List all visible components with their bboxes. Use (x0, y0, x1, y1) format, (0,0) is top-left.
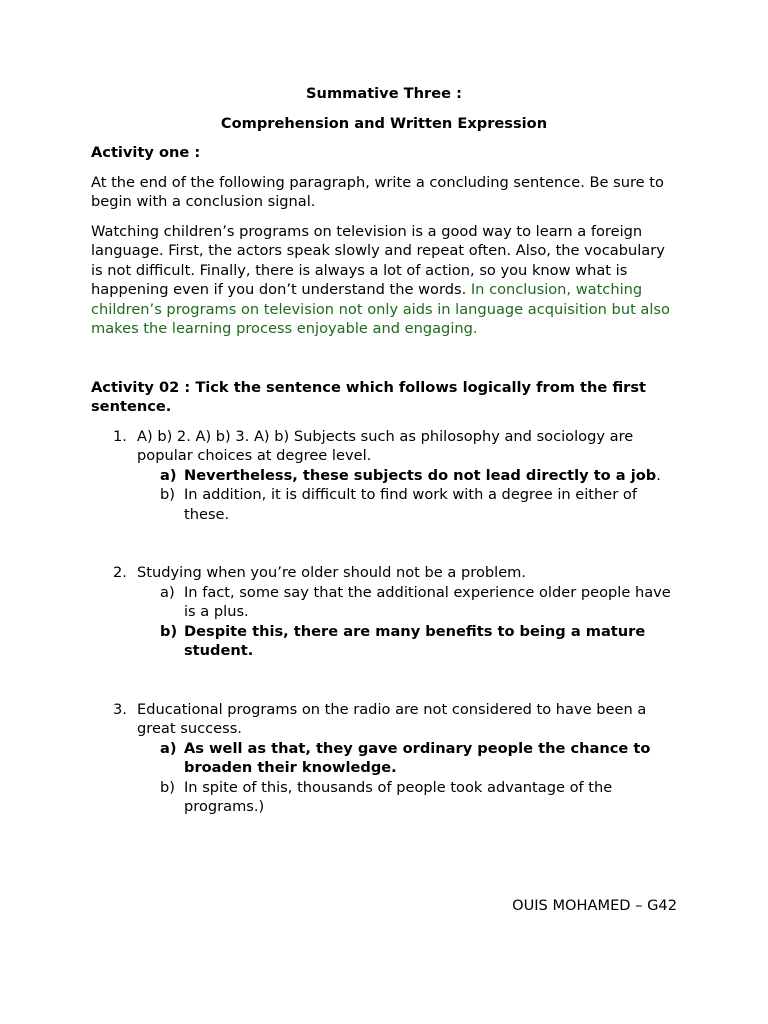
author-signature: OUIS MOHAMED – G42 (512, 897, 677, 914)
spacer (91, 524, 677, 563)
option-label: b) (160, 622, 178, 640)
question-number: 2. (113, 564, 127, 581)
option-text: In addition, it is difficult to find work with a degree in either of these. (184, 486, 637, 523)
spacer (91, 349, 677, 378)
question-text: Studying when you’re older should not be a problem. (137, 564, 527, 581)
question-1-options (91, 466, 677, 525)
document-subtitle: Comprehension and Written Expression (220, 114, 548, 132)
document-title: Summative Three : (306, 85, 462, 102)
option-text: Nevertheless, these subjects do not lead directly to a job (184, 466, 657, 484)
option-label: a) (160, 583, 175, 601)
document-page (91, 84, 677, 817)
question-2-options (91, 583, 677, 661)
option-text: As well as that, they gave ordinary people the chance to broaden their knowledge. (184, 739, 651, 776)
concluding-sentence: In conclusion, watching children’s programs on television not only aids in language acquisition but also makes the learning process enjoyable and engaging. (91, 281, 670, 337)
option-a[interactable] (91, 583, 677, 622)
question-3-options (91, 739, 677, 817)
question-3 (91, 700, 677, 739)
option-b[interactable] (91, 778, 677, 817)
question-text: A) b) 2. A) b) 3. A) b) Subjects such as philosophy and sociology are popular choices at degree level. (137, 427, 634, 464)
paragraph-period: . (461, 281, 467, 298)
option-text: In spite of this, thousands of people took advantage of the programs.) (184, 778, 613, 815)
option-label: b) (160, 778, 175, 796)
option-label: a) (160, 466, 177, 484)
option-text: In fact, some say that the additional experience older people have is a plus. (184, 583, 671, 620)
spacer (91, 661, 677, 700)
question-2 (91, 563, 677, 583)
activity-one-instruction: At the end of the following paragraph, write a concluding sentence. Be sure to begin with a conclusion signal. (91, 173, 664, 210)
option-a[interactable] (91, 739, 677, 778)
question-number: 1. (113, 427, 127, 445)
option-label: a) (160, 739, 177, 757)
activity-two-heading: Activity 02 : Tick the sentence which follows logically from the first sentence. (91, 378, 647, 415)
question-text: Educational programs on the radio are not considered to have been a great success. (137, 700, 647, 737)
question-1 (91, 427, 677, 466)
paragraph-text: Watching children’s programs on television is a good way to learn a foreign language. First, the actors speak slowly and repeat often. Also, the vocabulary is not difficult. Finally, there is always a lot of action, so you know what is happening even if you don’t understand the words (91, 222, 665, 298)
option-b[interactable] (91, 622, 677, 661)
option-suffix: . (656, 466, 661, 484)
option-b[interactable] (91, 485, 677, 524)
option-text: Despite this, there are many benefits to being a mature student. (184, 622, 646, 659)
activity-one-paragraph (91, 222, 677, 339)
option-a[interactable] (91, 466, 677, 486)
activity-one-heading: Activity one : (91, 144, 201, 161)
question-number: 3. (113, 700, 127, 718)
option-label: b) (160, 486, 175, 503)
